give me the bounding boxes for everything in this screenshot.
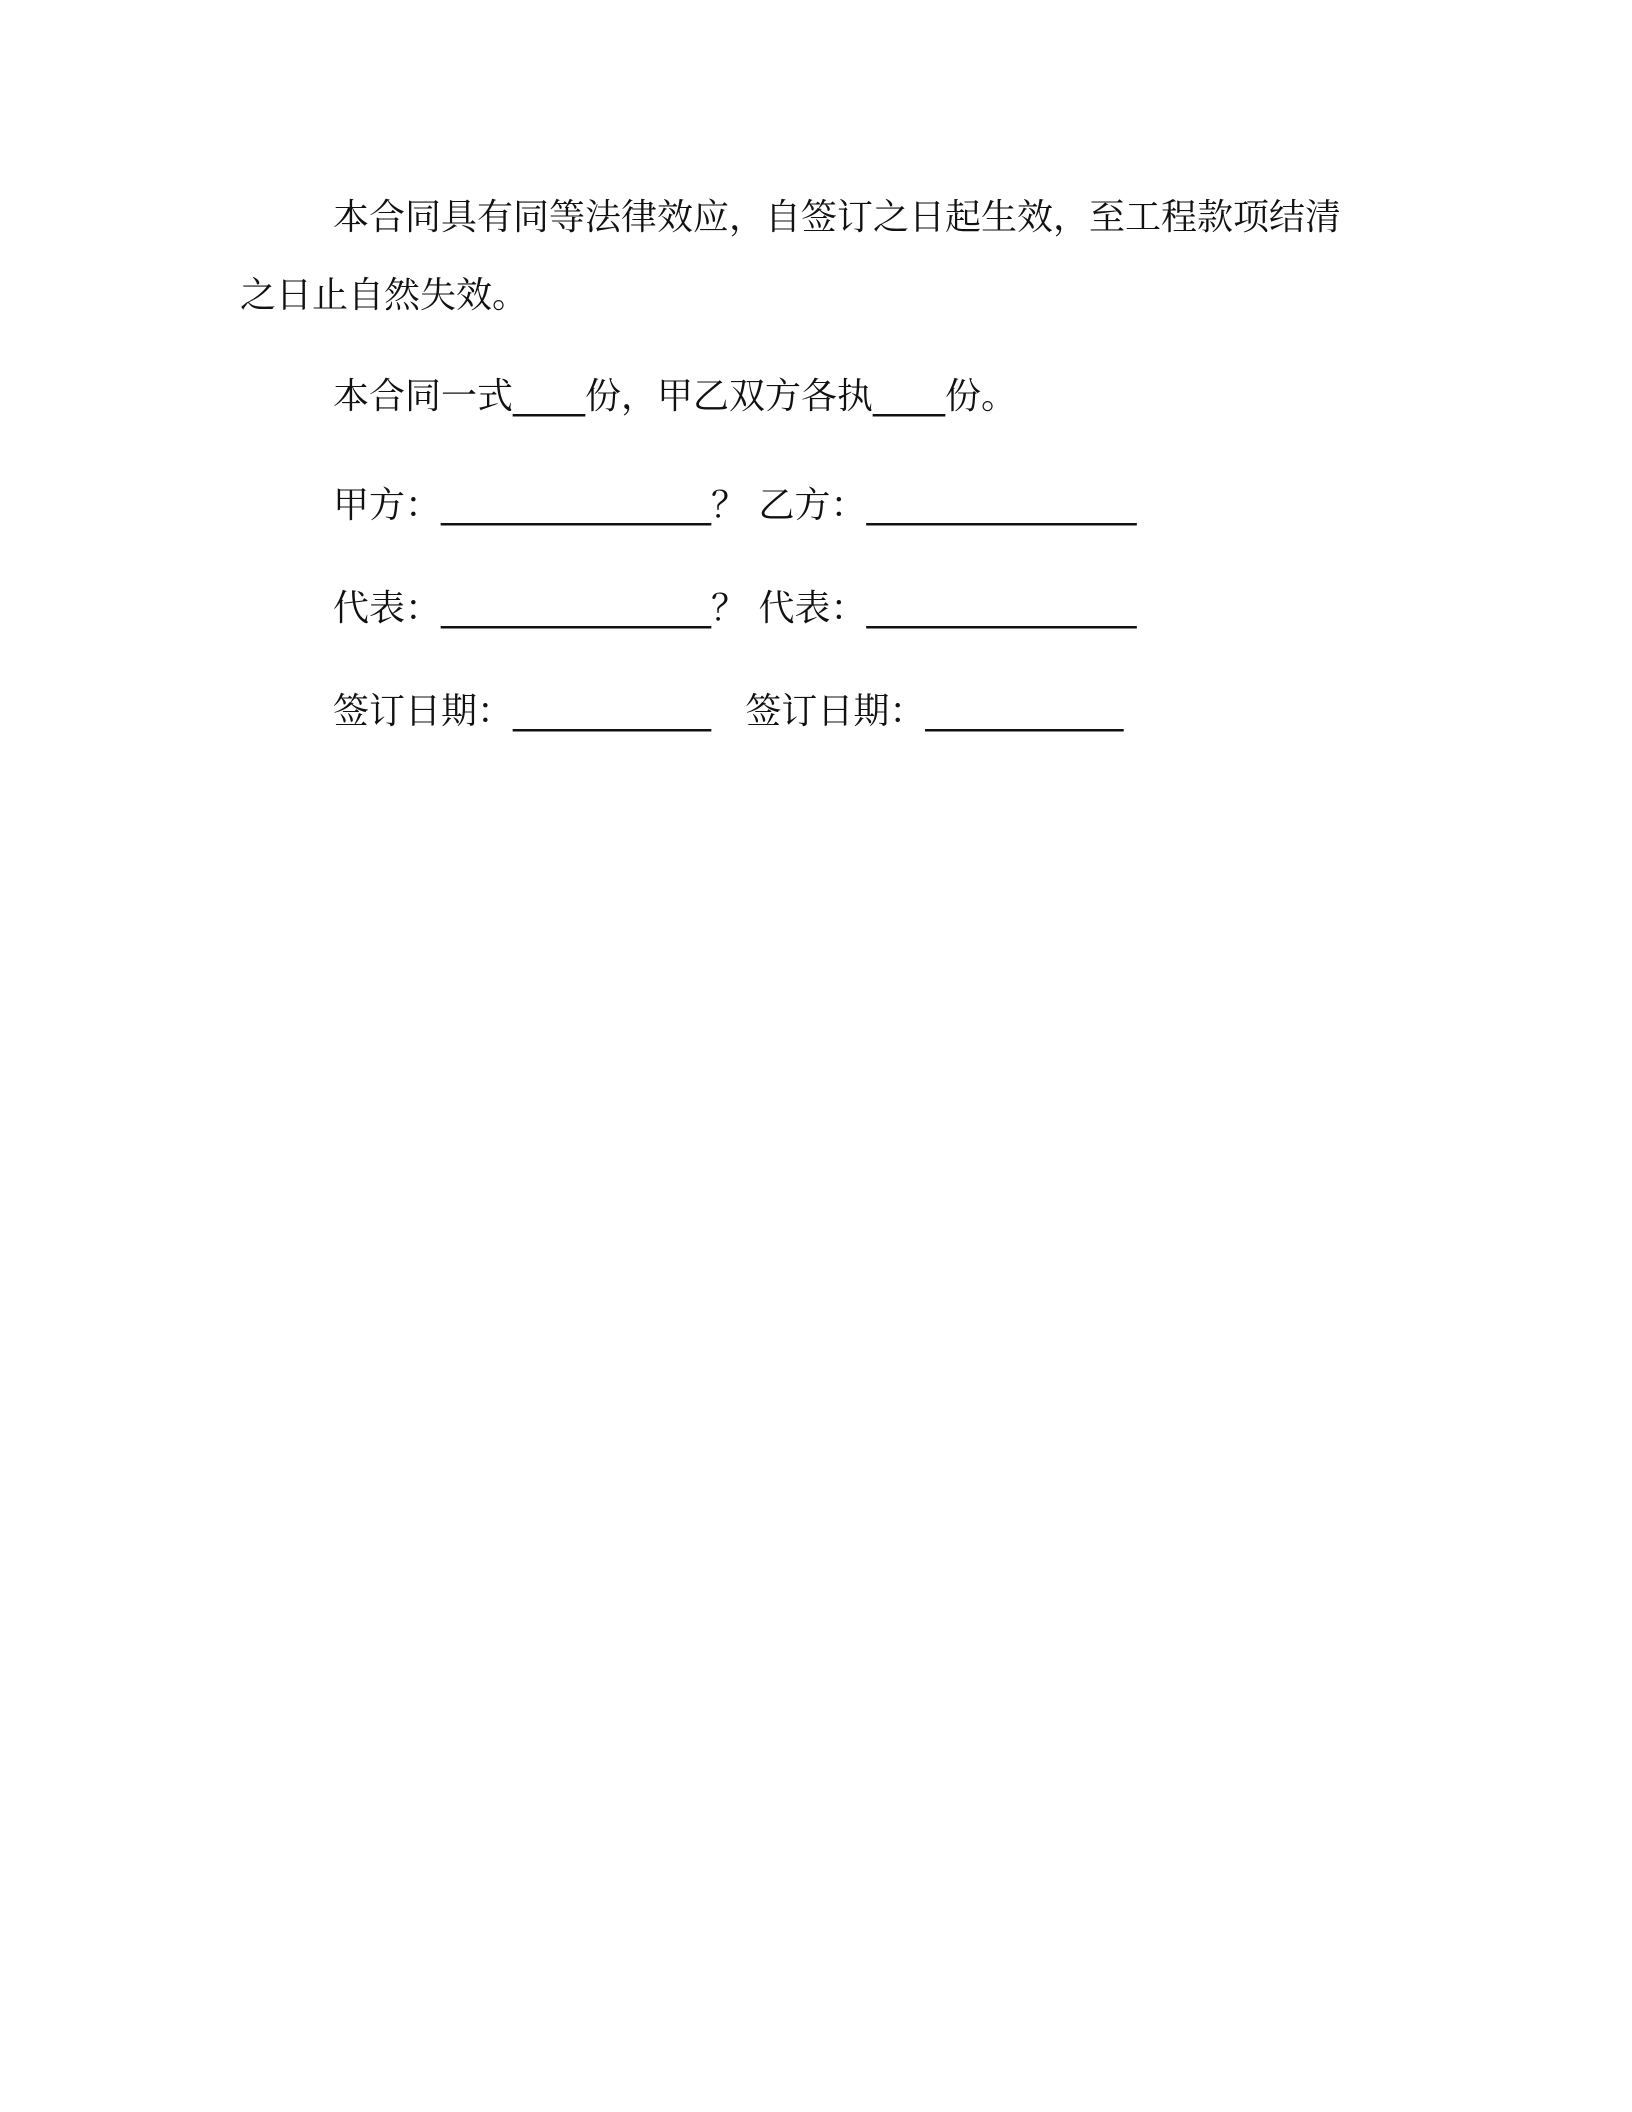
effectiveness-clause-line-1: 本合同具有同等法律效应，自签订之日起生效，至工程款项结清 [333,197,1342,238]
signing-date-line: 签订日期：___________ 签订日期：___________ [333,691,1124,732]
party-signature-line: 甲方：_______________？ 乙方：_______________ [333,485,1137,526]
effectiveness-clause-line-2: 之日止自然失效。 [240,275,529,316]
copies-clause: 本合同一式____份，甲乙双方各执____份。 [333,376,1018,417]
representative-signature-line: 代表：_______________？ 代表：_______________ [333,588,1137,629]
